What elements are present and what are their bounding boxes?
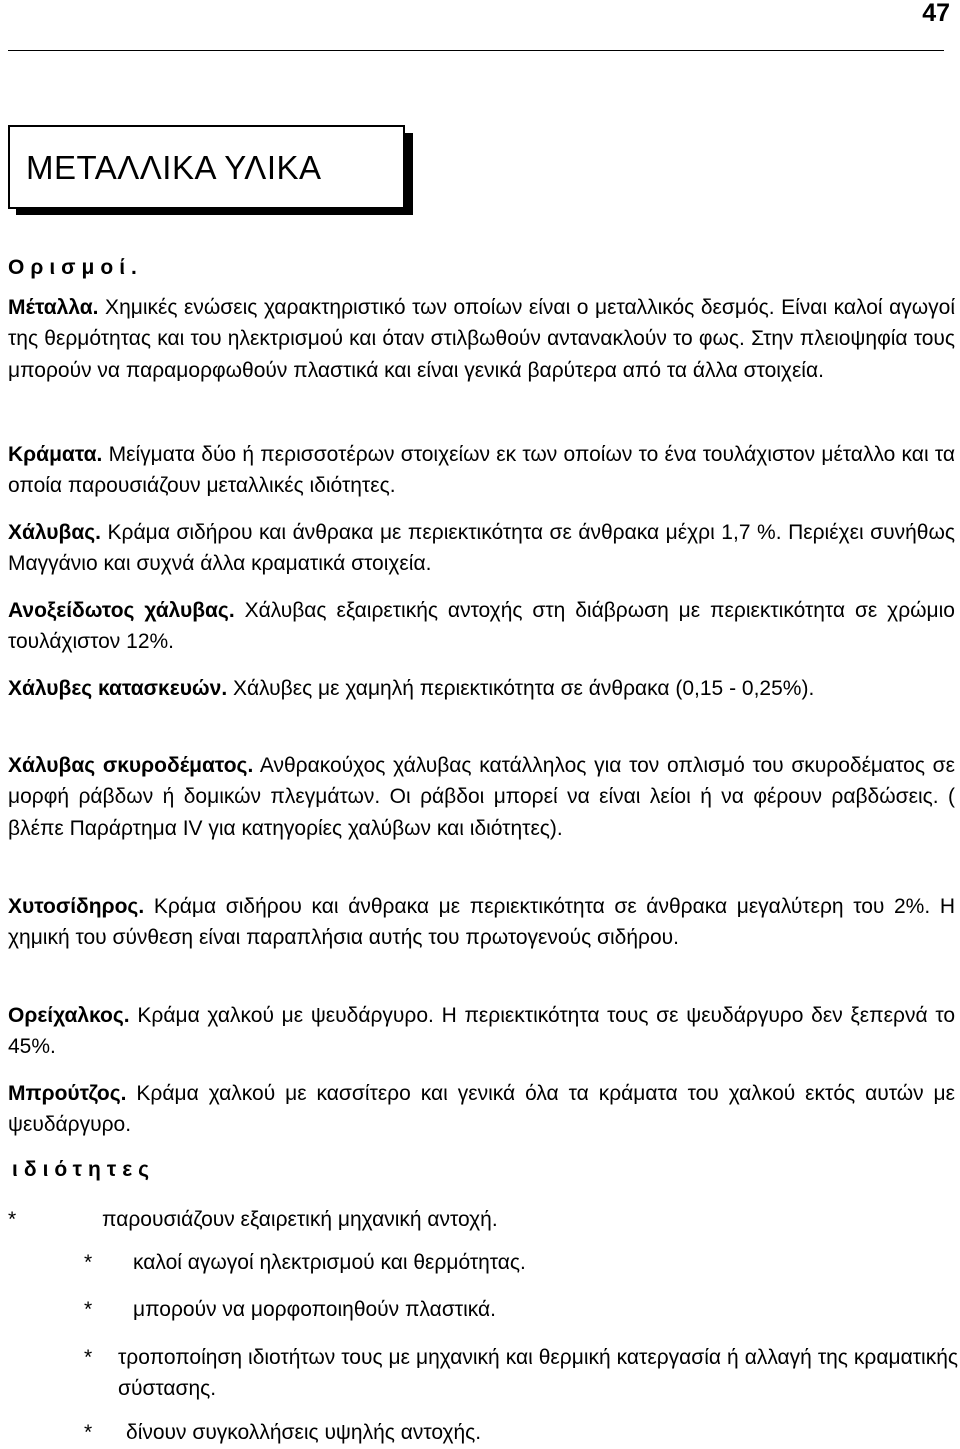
page-title: ΜΕΤΑΛΛΙΚΑ ΥΛΙΚΑ — [26, 149, 322, 186]
definition-term: Χάλυβες κατασκευών. — [8, 677, 228, 700]
bullet-marker: * — [84, 1421, 93, 1444]
bullet-marker: * — [84, 1298, 93, 1321]
definition-reinforcing-steel — [8, 750, 955, 844]
property-item: τροποποίηση ιδιοτήτων τους με μηχανική και θερμική κατεργασία ή αλλαγή της κραματικής σύστασης. — [118, 1346, 958, 1401]
definition-text: Κράμα σιδήρου και άνθρακα με περιεκτικότητα σε άνθρακα μεγαλύτερη του 2%. Η χημική του σύνθεση είναι παραπλήσια αυτής του πρωτογενούς σιδήρου. — [8, 895, 955, 950]
definition-text: Κράμα χαλκού με κασσίτερο και γενικά όλα τα κράματα του χαλκού εκτός αυτών με ψευδάργυρο. — [8, 1082, 955, 1137]
definitions-heading: Ορισμοί. — [8, 256, 143, 279]
property-item: μπορούν να μορφοποιηθούν πλαστικά. — [133, 1298, 496, 1321]
definition-term: Χυτοσίδηρος. — [8, 895, 145, 918]
definition-stainless-steel — [8, 595, 955, 658]
definition-text: Χάλυβες με χαμηλή περιεκτικότητα σε άνθρακα (0,15 - 0,25%). — [227, 677, 815, 700]
definition-text: Κράμα χαλκού με ψευδάργυρο. Η περιεκτικότητα τους σε ψευδάργυρο δεν ξεπερνά το 45%. — [8, 1004, 955, 1059]
definition-text: Χάλυβας εξαιρετικής αντοχής στη διάβρωση με περιεκτικότητα σε χρώμιο τουλάχιστον 12%. — [8, 599, 955, 654]
definition-text: Χημικές ενώσεις χαρακτηριστικό των οποίων είναι ο μεταλλικός δεσμός. Είναι καλοί αγωγοί της θερμότητας και του ηλεκτρισμού και όταν στιλβωθούν αντανακλούν το φως. Στην πλειοψηφία τους μπορούν να παραμορφωθούν πλαστικά και είναι γενικά βαρύτερα από τα άλλα στοιχεία. — [8, 296, 955, 382]
definition-term: Χάλυβας. — [8, 521, 101, 544]
definition-metals — [8, 292, 955, 386]
definition-term: Μέταλλα. — [8, 296, 99, 319]
definition-structural-steel — [8, 673, 955, 704]
properties-heading: ιδιότητες — [12, 1158, 156, 1181]
definition-text: Ανθρακούχος χάλυβας κατάλληλος για τον οπλισμό του σκυροδέματος σε μορφή ράβδων ή δομικών πλεγμάτων. Οι ράβδοι μπορεί να είναι λείοι ή να φέρουν ραβδώσεις. ( βλέπε Παράρτημα IV για κατηγορίες χαλύβων και ιδιότητες). — [8, 754, 955, 840]
property-item: δίνουν συγκολλήσεις υψηλής αντοχής. — [126, 1421, 482, 1444]
definition-term: Μπρούτζος. — [8, 1082, 127, 1105]
definition-term: Χάλυβας σκυροδέματος. — [8, 754, 254, 777]
page-number: 47 — [922, 0, 950, 27]
header-rule — [8, 50, 944, 51]
definition-brass — [8, 1000, 955, 1063]
bullet-marker: * — [84, 1346, 93, 1369]
definition-bronze — [8, 1078, 955, 1141]
property-item: καλοί αγωγοί ηλεκτρισμού και θερμότητας. — [133, 1251, 526, 1274]
definition-term: Ανοξείδωτος χάλυβας. — [8, 599, 235, 622]
definition-term: Κράματα. — [8, 443, 103, 466]
definition-text: Μείγματα δύο ή περισσοτέρων στοιχείων εκ των οποίων το ένα τουλάχιστον μέταλλο και τα οποία παρουσιάζουν μεταλλικές ιδιότητες. — [8, 443, 955, 498]
definition-text: Κράμα σιδήρου και άνθρακα με περιεκτικότητα σε άνθρακα μέχρι 1,7 %. Περιέχει συνήθως Μαγγάνιο και συχνά άλλα κραματικά στοιχεία. — [8, 521, 955, 576]
definition-steel — [8, 517, 955, 580]
definition-alloys — [8, 439, 955, 502]
bullet-marker: * — [84, 1251, 93, 1274]
property-item: παρουσιάζουν εξαιρετική μηχανική αντοχή. — [102, 1208, 498, 1231]
definition-term: Ορείχαλκος. — [8, 1004, 130, 1027]
bullet-marker: * — [8, 1208, 17, 1231]
title-box — [8, 125, 405, 209]
definition-cast-iron — [8, 891, 955, 954]
